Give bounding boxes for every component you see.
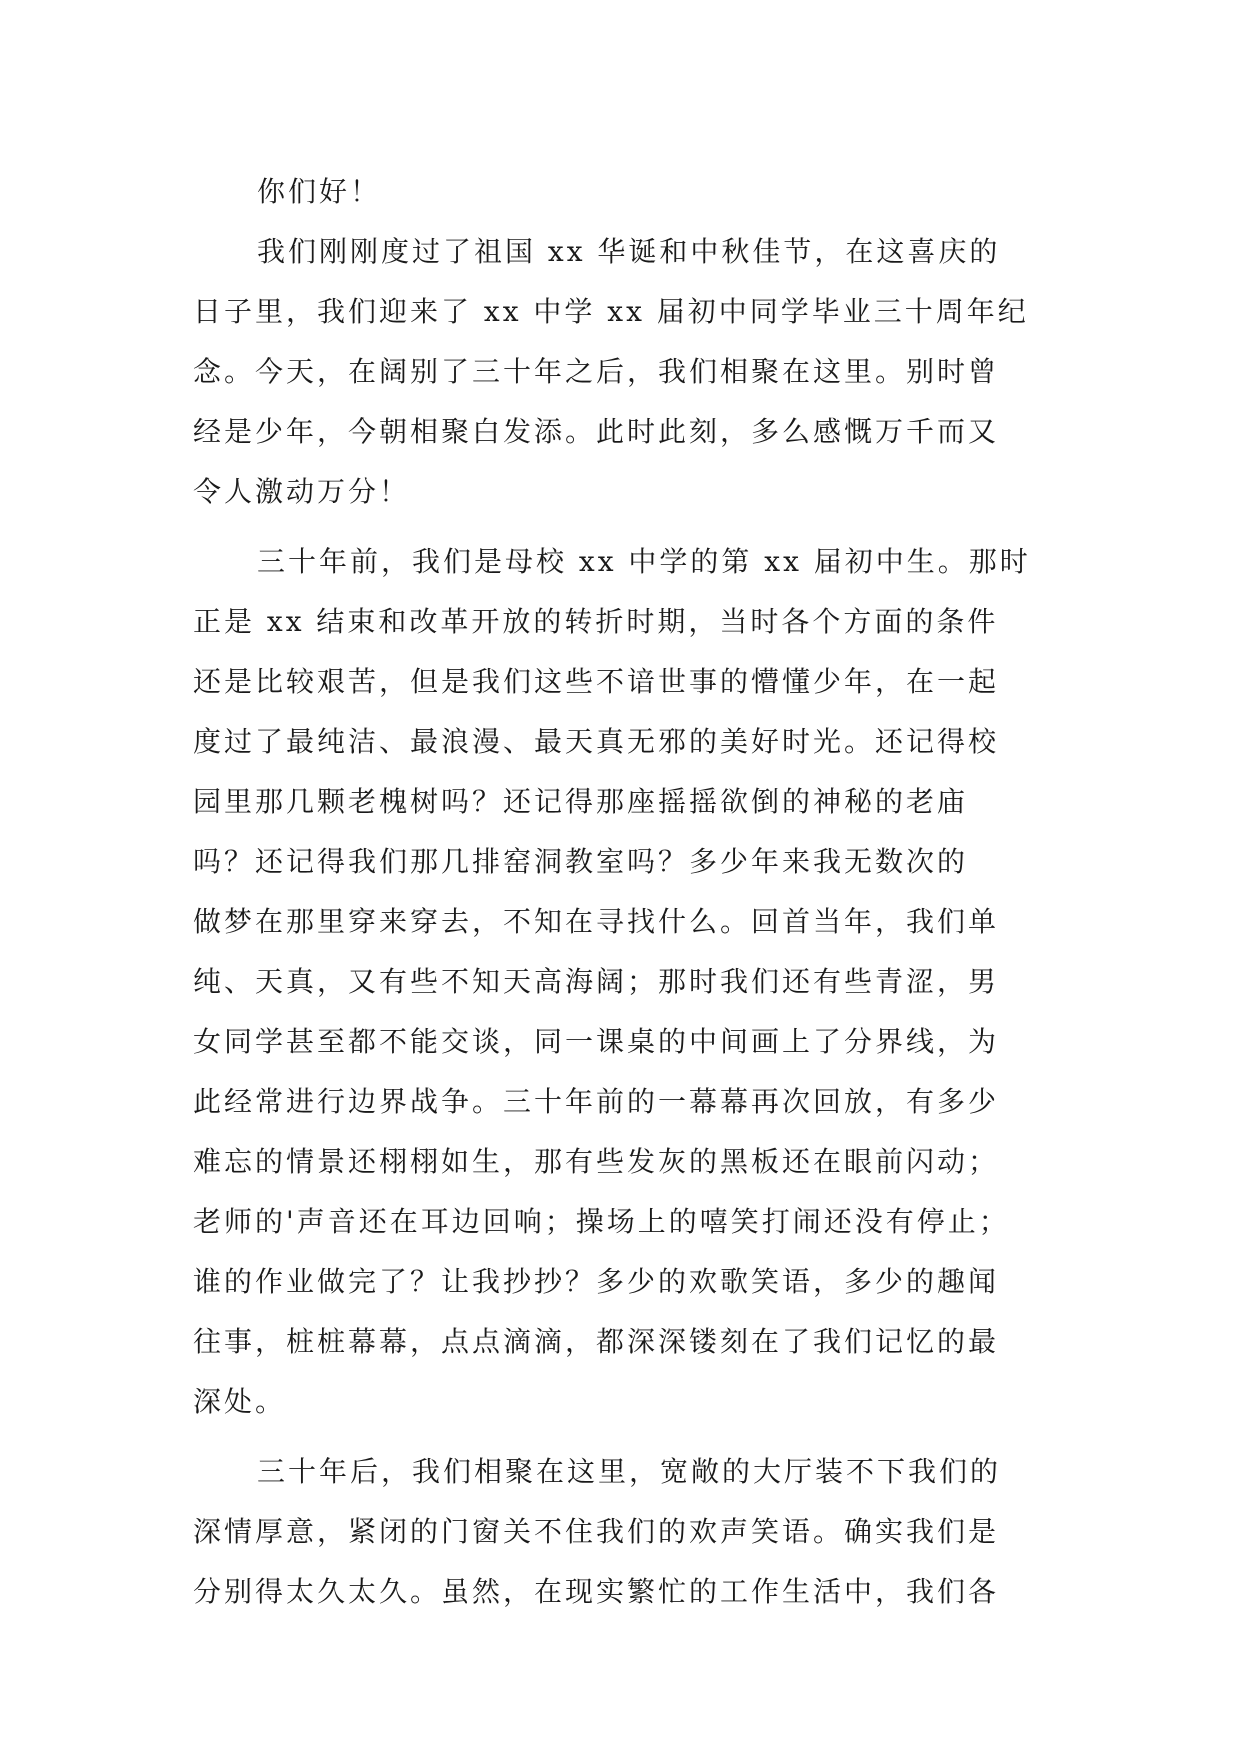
document-page — [193, 162, 1053, 1622]
paragraph-line: 深处。 — [193, 1385, 287, 1418]
paragraph-3 — [193, 1442, 1053, 1622]
paragraph-line: 三十年前，我们是母校 xx 中学的第 xx 届初中生。那时 — [257, 545, 1031, 578]
paragraph-line: 度过了最纯洁、最浪漫、最天真无邪的美好时光。还记得校 — [193, 725, 1000, 758]
paragraph-line: 深情厚意，紧闭的门窗关不住我们的欢声笑语。确实我们是 — [193, 1515, 1000, 1548]
paragraph-line: 日子里，我们迎来了 xx 中学 xx 届初中同学毕业三十周年纪 — [193, 295, 1029, 328]
paragraph-line: 还是比较艰苦，但是我们这些不谙世事的懵懂少年，在一起 — [193, 665, 1000, 698]
paragraph-line: 念。今天，在阔别了三十年之后，我们相聚在这里。别时曾 — [193, 355, 1000, 388]
paragraph-line: 三十年后，我们相聚在这里，宽敞的大厅装不下我们的 — [257, 1455, 1002, 1488]
paragraph-line: 难忘的情景还栩栩如生，那有些发灰的黑板还在眼前闪动； — [193, 1145, 1000, 1178]
paragraph-line: 吗？还记得我们那几排窑洞教室吗？多少年来我无数次的 — [193, 845, 969, 878]
paragraph-line: 正是 xx 结束和改革开放的转折时期，当时各个方面的条件 — [193, 605, 999, 638]
paragraph-line: 做梦在那里穿来穿去，不知在寻找什么。回首当年，我们单 — [193, 905, 1000, 938]
paragraph-line: 令人激动万分！ — [193, 475, 411, 508]
paragraph-2 — [193, 532, 1053, 1432]
paragraph-line: 谁的作业做完了？让我抄抄？多少的欢歌笑语，多少的趣闻 — [193, 1265, 1000, 1298]
paragraph-line: 往事，桩桩幕幕，点点滴滴，都深深镂刻在了我们记忆的最 — [193, 1325, 1000, 1358]
paragraph-line: 老师的'声音还在耳边回响；操场上的嘻笑打闹还没有停止； — [193, 1205, 1010, 1238]
paragraph-line: 纯、天真，又有些不知天高海阔；那时我们还有些青涩，男 — [193, 965, 1000, 998]
paragraph-line: 园里那几颗老槐树吗？还记得那座摇摇欲倒的神秘的老庙 — [193, 785, 969, 818]
paragraph-line: 经是少年，今朝相聚白发添。此时此刻，多么感慨万千而又 — [193, 415, 1000, 448]
greeting-line: 你们好！ — [257, 175, 382, 208]
greeting — [193, 162, 1053, 222]
paragraph-1 — [193, 222, 1053, 522]
paragraph-line: 此经常进行边界战争。三十年前的一幕幕再次回放，有多少 — [193, 1085, 1000, 1118]
paragraph-line: 女同学甚至都不能交谈，同一课桌的中间画上了分界线，为 — [193, 1025, 1000, 1058]
paragraph-line: 我们刚刚度过了祖国 xx 华诞和中秋佳节，在这喜庆的 — [257, 235, 1001, 268]
paragraph-line: 分别得太久太久。虽然，在现实繁忙的工作生活中，我们各 — [193, 1575, 1000, 1608]
